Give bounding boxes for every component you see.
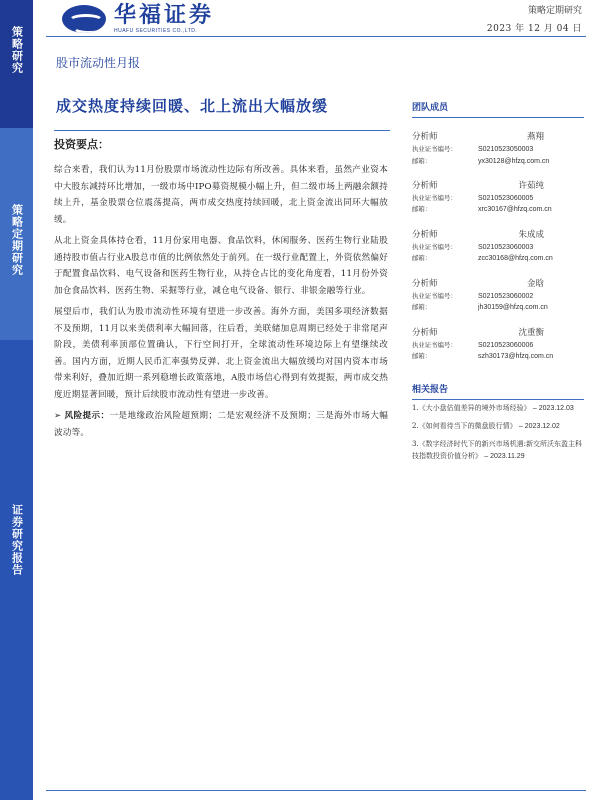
team-heading: 团队成员: [412, 100, 584, 118]
logo-wave-icon: [62, 5, 106, 33]
analyst-name: 沈重衡: [518, 327, 544, 338]
analyst-role: 分析师: [412, 229, 438, 240]
paragraph-2: 从北上资金具体持仓看，11月份家用电器、食品饮料，休闲服务、医药生物行业陆股通持股市值占行业A股总市值的比例依然处于前列。在一级行业配置上，外资依然偏好于配置食品饮料、电气设备和医药生物行业，从持仓占比的变化角度看，11月份外资加仓食品饮料、医药生物、采掘等行业，减仓电气设备、银行、非银金融等行业。: [54, 236, 388, 296]
analyst-card: [412, 181, 584, 216]
analyst-name: 金晗: [526, 278, 544, 289]
report-date: 2023 年 12 月 04 日: [486, 24, 582, 34]
key-points-heading: 投资要点：: [54, 138, 109, 151]
analyst-cert: S0210523060003: [478, 244, 534, 252]
risk-text: 一是地缘政治风险超预期；二是宏观经济不及预期；三是海外市场大幅波动等。: [54, 411, 388, 438]
email-label: 邮箱：: [412, 156, 432, 165]
analyst-cert: S0210523060002: [478, 292, 534, 300]
related-report-date: – 2023.12.03: [532, 405, 574, 412]
logo-english-name: HUAFU SECURITIES CO.,LTD.: [114, 28, 198, 34]
analyst-email[interactable]: yx30128@hfzq.com.cn: [478, 157, 550, 165]
analyst-role: 分析师: [412, 132, 438, 142]
analyst-card: [412, 132, 584, 167]
sidebar-top-label: 策略研究: [10, 26, 24, 74]
footer-divider: [46, 790, 586, 791]
related-report-item[interactable]: [412, 402, 588, 415]
analyst-email[interactable]: zcc30168@hfzq.com.cn: [478, 255, 553, 263]
email-label: 邮箱：: [412, 205, 432, 214]
analyst-name: 燕翔: [526, 132, 544, 142]
cert-label: 执业证书编号：: [412, 291, 457, 300]
main-top-rule: [54, 130, 390, 131]
email-label: 邮箱：: [412, 254, 432, 263]
sidebar-mid-label: 策略定期研究: [10, 204, 24, 276]
cert-label: 执业证书编号：: [412, 194, 457, 203]
analyst-card: [412, 230, 584, 265]
logo-chinese-name: 华福证券: [114, 3, 215, 28]
analyst-cert: S0210523060006: [478, 341, 534, 349]
analyst-cert: S0210523050003: [478, 146, 534, 154]
cert-label: 执业证书编号：: [412, 340, 457, 349]
related-report-title: 1.《大小盘估值差异的境外市场经验》: [412, 404, 531, 412]
header-divider: [46, 36, 586, 37]
company-logo: [62, 4, 214, 34]
related-reports-list: [412, 402, 588, 468]
series-label: 股市流动性月报: [56, 56, 141, 70]
cert-label: 执业证书编号：: [412, 243, 457, 252]
analyst-email[interactable]: xrc30167@hfzq.com.cn: [478, 206, 552, 214]
analyst-name: 朱成成: [518, 229, 544, 240]
related-report-item[interactable]: [412, 438, 588, 463]
related-report-item[interactable]: [412, 420, 588, 433]
cert-label: 执业证书编号：: [412, 145, 457, 154]
report-type: 策略定期研究: [527, 6, 582, 16]
related-report-title: 3.《数字经济时代下的新兴市场机遇:新交所沃东盈主科技指数投资价值分析》: [412, 440, 583, 460]
team-panel: [412, 100, 584, 362]
analyst-role: 分析师: [412, 278, 438, 289]
analyst-email[interactable]: jh30159@hfzq.com.cn: [478, 304, 548, 312]
analyst-card: [412, 328, 584, 363]
paragraph-3: 展望后市，我们认为股市流动性环境有望进一步改善。海外方面，美国多项经济数据不及预期，11月以来美债利率大幅回落，往后看，美联储加息周期已经处于非常尾声阶段，美债利率顶部位置确认，下行空间打开，全球流动性环境边际上有望继续改善。国内方面，近期人民币汇率强势反弹、北上资金流出大幅放缓均对国内资本市场带来利好，叠加近期一系列稳增长政策落地，A股市场信心得到有效提振，两市成交热度近期显著回暖，预计后续股市流动性有望进一步改善。: [54, 307, 388, 400]
left-color-sidebar: [0, 0, 33, 800]
risk-warning: [54, 408, 388, 441]
analyst-cert: S0210523060005: [478, 195, 534, 203]
main-content: [54, 134, 388, 446]
paragraph-1: 综合来看，我们认为11月份股票市场流动性边际有所改善。具体来看，虽然产业资本中大股东减持环比增加，一级市场中IPO募资规模小幅上升，但二级市场上两融余额持续上升，基金股票仓位震荡提高，两市成交热度持续回暖，北上资金流出同环大幅放缓。: [54, 165, 388, 225]
email-label: 邮箱：: [412, 303, 432, 312]
related-report-date: – 2023.12.02: [518, 423, 560, 430]
analyst-name: 许茹纯: [518, 180, 544, 191]
related-report-date: – 2023.11.29: [484, 453, 525, 460]
header-meta: [487, 4, 582, 36]
related-reports-heading: 相关报告: [412, 382, 584, 400]
analyst-role: 分析师: [412, 327, 438, 338]
analyst-role: 分析师: [412, 180, 438, 191]
risk-bullet-icon: ➢: [54, 411, 62, 421]
sidebar-bottom-label: 证券研究报告: [10, 504, 24, 576]
email-label: 邮箱：: [412, 352, 432, 361]
related-report-title: 2.《如何看待当下的微盘股行情》: [412, 422, 517, 430]
report-title: 成交热度持续回暖、北上流出大幅放缓: [56, 97, 329, 115]
risk-label: 风险提示：: [64, 411, 110, 421]
analyst-email[interactable]: szh30173@hfzq.com.cn: [478, 353, 554, 361]
analyst-card: [412, 279, 584, 314]
